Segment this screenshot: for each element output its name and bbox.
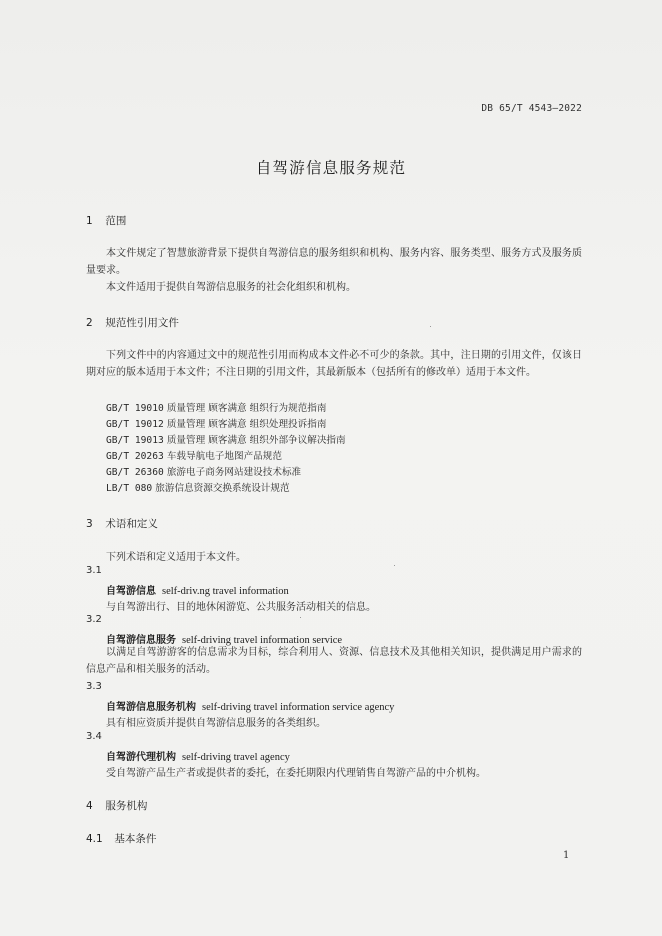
section-title: 术语和定义 bbox=[105, 518, 158, 530]
reference-code: LB/T 080 bbox=[106, 483, 153, 494]
reference-title: 质量管理 顾客满意 组织处理投诉指南 bbox=[166, 419, 327, 430]
term-number: 3.1 bbox=[86, 565, 102, 576]
section-1-paragraph-1: 本文件规定了智慧旅游背景下提供自驾游信息的服务组织和机构、服务内容、服务类型、服务方式及服务质量要求。 bbox=[86, 248, 582, 276]
section-number: 3 bbox=[86, 518, 93, 530]
section-title: 规范性引用文件 bbox=[105, 317, 179, 329]
section-2-paragraph-1: 下列文件中的内容通过文中的规范性引用而构成本文件必不可少的条款。其中，注日期的引用文件，仅该日期对应的版本适用于本文件；不注日期的引用文件，其最新版本（包括所有的修改单）适用于本文件。 bbox=[86, 350, 582, 378]
section-1-paragraph-2: 本文件适用于提供自驾游信息服务的社会化组织和机构。 bbox=[106, 282, 356, 293]
section-3-heading bbox=[86, 516, 158, 531]
section-title: 范围 bbox=[105, 215, 127, 227]
reference-item bbox=[106, 464, 301, 478]
term-english: self-driving travel information service bbox=[182, 635, 343, 646]
term-definition: 与自驾游出行、目的地休闲游览、公共服务活动相关的信息。 bbox=[106, 602, 376, 613]
section-number: 1 bbox=[86, 215, 93, 227]
section-title: 服务机构 bbox=[105, 800, 148, 812]
reference-title: 质量管理 顾客满意 组织外部争议解决指南 bbox=[166, 435, 346, 446]
section-number: 2 bbox=[86, 317, 93, 329]
term-heading bbox=[106, 582, 289, 597]
reference-item bbox=[106, 432, 346, 446]
subsection-number: 4.1 bbox=[86, 833, 103, 845]
scan-speck bbox=[394, 565, 395, 566]
term-number: 3.3 bbox=[86, 681, 102, 692]
reference-code: GB/T 20263 bbox=[106, 451, 164, 462]
reference-code: GB/T 19010 bbox=[106, 403, 164, 414]
term-chinese: 自驾游代理机构 bbox=[106, 752, 176, 763]
term-definition: 具有相应资质并提供自驾游信息服务的各类组织。 bbox=[106, 718, 326, 729]
subsection-4-1-heading bbox=[86, 831, 156, 846]
page-number: 1 bbox=[563, 850, 570, 861]
term-definition: 以满足自驾游游客的信息需求为目标，综合利用人、资源、信息技术及其他相关知识，提供满足用户需求的信息产品和相关服务的活动。 bbox=[86, 647, 582, 675]
term-number: 3.4 bbox=[86, 731, 102, 742]
reference-title: 旅游信息资源交换系统设计规范 bbox=[155, 483, 290, 494]
term-english: self-driv.ng travel information bbox=[162, 586, 289, 597]
document-title: 自驾游信息服务规范 bbox=[255, 159, 407, 177]
reference-title: 质量管理 顾客满意 组织行为规范指南 bbox=[166, 403, 327, 414]
document-code: DB 65/T 4543—2022 bbox=[481, 103, 582, 114]
reference-code: GB/T 26360 bbox=[106, 467, 164, 478]
term-chinese: 自驾游信息服务机构 bbox=[106, 702, 196, 713]
section-1-heading bbox=[86, 213, 126, 228]
reference-item bbox=[106, 480, 290, 494]
term-english: self-driving travel information service agency bbox=[202, 702, 395, 713]
term-definition: 受自驾游产品生产者或提供者的委托，在委托期限内代理销售自驾游产品的中介机构。 bbox=[106, 768, 486, 779]
subsection-title: 基本条件 bbox=[114, 833, 157, 845]
reference-item bbox=[106, 448, 282, 462]
term-heading bbox=[106, 698, 394, 713]
reference-item bbox=[106, 400, 326, 414]
term-heading bbox=[106, 748, 290, 763]
section-4-heading bbox=[86, 798, 147, 813]
reference-title: 车载导航电子地图产品规范 bbox=[166, 451, 282, 462]
term-number: 3.2 bbox=[86, 614, 102, 625]
term-english: self-driving travel agency bbox=[182, 752, 290, 763]
term-chinese: 自驾游信息 bbox=[106, 586, 156, 597]
reference-title: 旅游电子商务网站建设技术标准 bbox=[166, 467, 302, 478]
section-3-intro: 下列术语和定义适用于本文件。 bbox=[106, 552, 246, 563]
section-number: 4 bbox=[86, 800, 93, 812]
reference-item bbox=[106, 416, 326, 430]
reference-code: GB/T 19012 bbox=[106, 419, 164, 430]
scan-speck bbox=[430, 326, 431, 327]
reference-code: GB/T 19013 bbox=[106, 435, 164, 446]
term-chinese: 自驾游信息服务 bbox=[106, 635, 176, 646]
scan-speck bbox=[300, 617, 301, 618]
section-2-heading bbox=[86, 315, 179, 330]
